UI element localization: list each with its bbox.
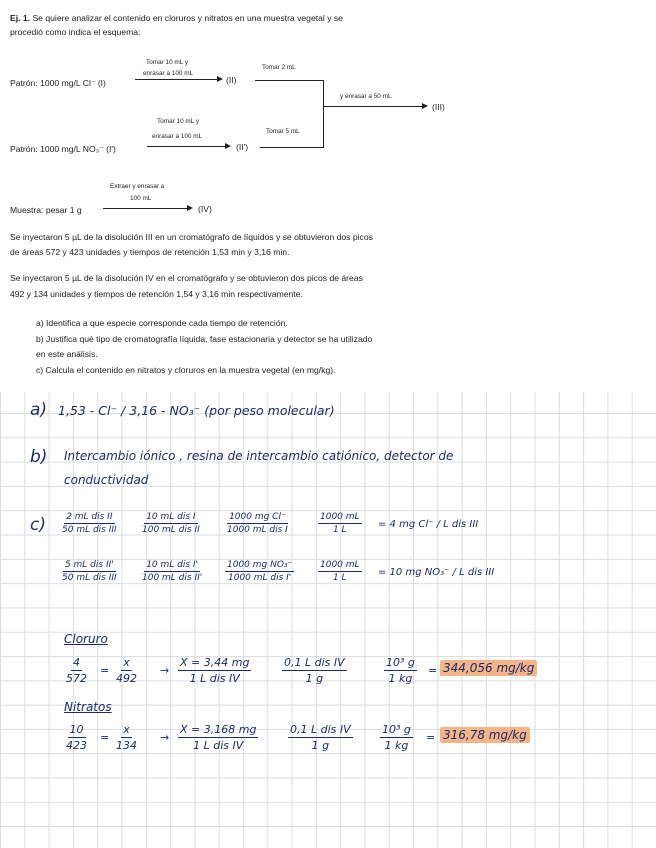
c2-fraction-2: 10 mL dis I' 100 mL dis II': [142, 560, 203, 583]
cloruro-x-fraction: X = 3,44 mg 1 L dis IV: [180, 656, 250, 685]
paragraph-2-line-2: 492 y 134 unidades y tiempos de retención 1,54 y 3,16 min respectivamente.: [10, 289, 303, 299]
scheme-row3-label: Muestra: pesar 1 g: [10, 205, 82, 215]
answer-b-label: b): [30, 447, 48, 467]
scheme-row1-result: (II): [226, 75, 237, 85]
nitratos-result-equals: =: [426, 731, 436, 744]
exercise-number: Ej. 1.: [10, 13, 31, 23]
scheme-row2-arrow-top: Tomar 10 mL y: [157, 118, 200, 125]
scheme-row1-label: Patrón: 1000 mg/L Cl⁻ (I): [10, 78, 106, 88]
scheme-row1-line: [255, 80, 323, 81]
c1-fraction-2: 10 mL dis I 100 mL dis II: [142, 512, 200, 535]
scheme-row1-arrow-bottom: enrasar a 100 mL: [143, 70, 194, 77]
answer-b-line-1: Intercambio iónico , resina de intercambio catiónico, detector de: [64, 449, 454, 463]
c1-fraction-3: 1000 mg Cl⁻ 1000 mL dis I: [227, 512, 288, 535]
cloruro-proportion-right: $\frac{x}{492}$: [116, 656, 137, 685]
scheme-row1-take: Tomar 2 mL: [262, 64, 296, 71]
scheme-row2-take: Tomar 5 mL: [266, 128, 300, 135]
answer-c-label: c): [30, 515, 46, 535]
question-b-line-2: en este análisis.: [36, 349, 98, 359]
cloruro-equals: =: [100, 664, 110, 677]
c1-result: = 4 mg Cl⁻ / L dis III: [378, 519, 479, 530]
nitratos-proportion-left: $\frac{10}{423}$: [66, 723, 87, 752]
scheme-row3-arrow-top: Extraer y enrasar a: [110, 183, 165, 190]
printed-statement: [0, 0, 656, 392]
paragraph-1-line-1: Se inyectaron 5 µL de la disolución III en un cromatógrafo de líquidos y se obtuvieron dos picos: [10, 232, 373, 242]
cloruro-volume-fraction: 0,1 L dis IV 1 g: [284, 656, 345, 685]
nitratos-conversion-fraction: $\frac{\text{10³ g}}{1 kg}$: [382, 723, 411, 752]
scheme-row1-arrow: [135, 79, 221, 80]
c2-fraction-3: 1000 mg NO₃⁻ 1000 mL dis I': [227, 560, 293, 583]
answer-a-text: 1,53 - Cl⁻ / 3,16 - NO₃⁻ (por peso molecular): [58, 403, 335, 418]
question-c: c) Calcula el contenido en nitratos y cloruros en la muestra vegetal (en mg/kg).: [36, 365, 336, 375]
cloruro-title: Cloruro: [64, 632, 108, 646]
scheme-row2-result: (II'): [236, 142, 249, 152]
cloruro-result-equals: =: [428, 664, 438, 677]
nitratos-proportion-right: $\frac{x}{134}$: [116, 723, 137, 752]
nitratos-result: 316,78 mg/kg: [440, 727, 530, 743]
scheme-row2-arrow: [147, 146, 229, 147]
question-b-line-1: b) Justifica qué tipo de cromatografía líquida, fase estacionaria y detector se ha utilizado: [36, 334, 373, 344]
cloruro-proportion-left: $\frac{4}{572}$: [66, 656, 87, 685]
cloruro-result: 344,056 mg/kg: [440, 660, 537, 676]
scheme-merge-label: y enrasar a 50 mL: [340, 93, 392, 100]
answer-b-line-2: conductividad: [64, 473, 149, 487]
cloruro-arrow: →: [160, 664, 170, 677]
scheme-row3-arrow: [103, 208, 191, 209]
scheme-merge-result: (III): [432, 102, 445, 112]
scheme-row2-label: Patrón: 1000 mg/L NO₃⁻ (I'): [10, 144, 116, 154]
paragraph-2-line-1: Se inyectaron 5 µL de la disolución IV en el cromatógrafo y se obtuvieron dos picos de áreas: [10, 273, 363, 283]
question-a: a) Identifica a que especie corresponde cada tiempo de retención.: [36, 318, 288, 328]
nitratos-arrow: →: [160, 731, 170, 744]
c1-fraction-4: $\frac{1000 mL}{1 L}$: [320, 512, 360, 535]
statement-line-1: Ej. 1. Se quiere analizar el contenido en cloruros y nitratos en una muestra vegetal y se: [10, 13, 343, 23]
scheme-merge-arrow: [323, 106, 426, 107]
nitratos-title: Nitratos: [64, 700, 112, 714]
scheme-vertical-line: [323, 80, 324, 148]
c2-fraction-4: $\frac{1000 mL}{1 L}$: [320, 560, 360, 583]
c1-fraction-1: 2 mL dis II 50 mL dis III: [62, 512, 117, 535]
scheme-row2-line: [260, 147, 324, 148]
c2-fraction-1: 5 mL dis II' 50 mL dis III: [62, 560, 117, 583]
scheme-row3-arrow-bottom: 100 mL: [130, 195, 152, 202]
answer-a-label: a): [30, 400, 48, 420]
nitratos-equals: =: [100, 731, 110, 744]
cloruro-conversion-fraction: $\frac{\text{10³ g}}{1 kg}$: [386, 656, 415, 685]
nitratos-volume-fraction: 0,1 L dis IV 1 g: [290, 723, 351, 752]
statement-line-2: procedió como indica el esquema:: [10, 27, 141, 37]
nitratos-x-fraction: X = 3,168 mg 1 L dis IV: [180, 723, 257, 752]
paragraph-1-line-2: de áreas 572 y 423 unidades y tiempos de retención 1,53 min y 3,16 min.: [10, 247, 290, 257]
scheme-row2-arrow-bottom: enrasar a 100 mL: [152, 133, 203, 140]
scheme-row1-arrow-top: Tomar 10 mL y: [146, 59, 189, 66]
scheme-row3-result: (IV): [198, 204, 212, 214]
c2-result: = 10 mg NO₃⁻ / L dis III: [378, 567, 495, 578]
